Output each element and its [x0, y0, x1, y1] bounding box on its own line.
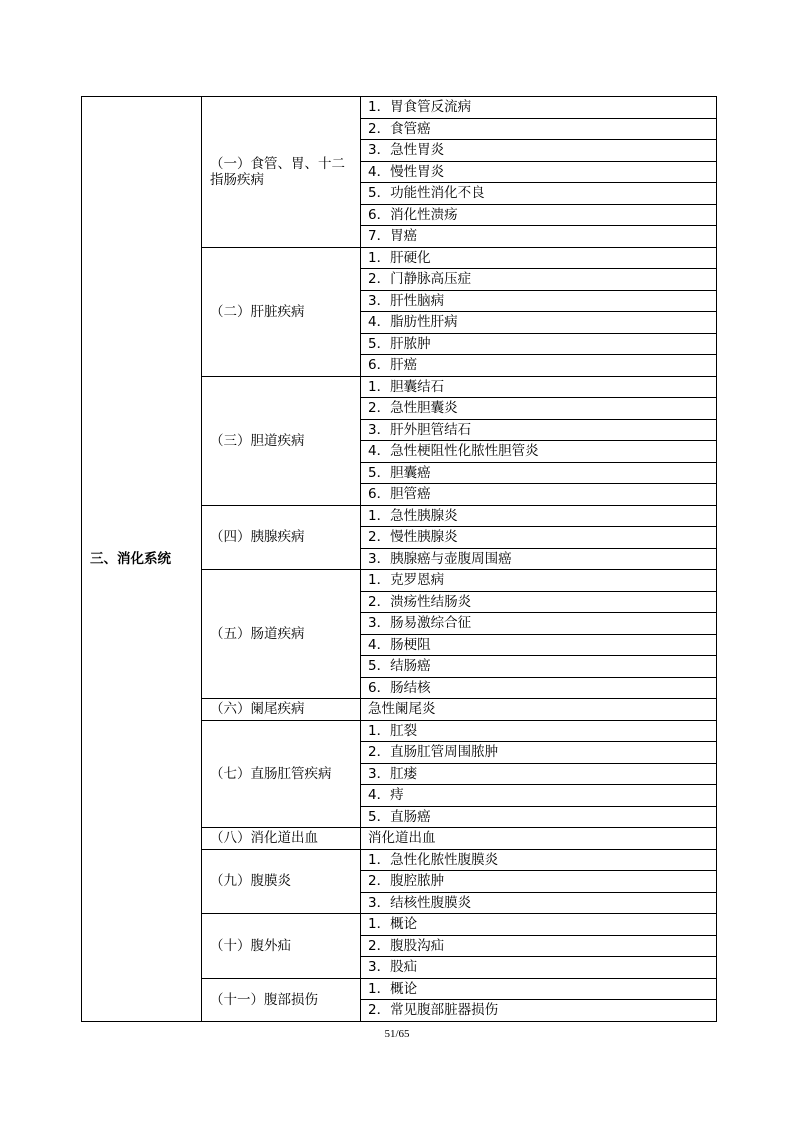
disease-item: 1．急性化脓性腹膜炎	[361, 849, 717, 871]
disease-item: 5．结肠癌	[361, 656, 717, 678]
disease-item: 2．门静脉高压症	[361, 269, 717, 291]
disease-item: 3．股疝	[361, 957, 717, 979]
disease-item: 6．肝癌	[361, 355, 717, 377]
disease-item: 3．肛瘘	[361, 763, 717, 785]
disease-item: 5．功能性消化不良	[361, 183, 717, 205]
system-title: 三、消化系统	[82, 97, 202, 1022]
disease-item: 3．急性胃炎	[361, 140, 717, 162]
disease-item: 1．胆囊结石	[361, 376, 717, 398]
disease-item: 2．急性胆囊炎	[361, 398, 717, 420]
disease-item: 1．概论	[361, 978, 717, 1000]
category-cell: （二）肝脏疾病	[202, 247, 361, 376]
page-number: 51/65	[384, 1028, 410, 1040]
disease-item: 1．概论	[361, 914, 717, 936]
disease-item: 2．溃疡性结肠炎	[361, 591, 717, 613]
disease-item: 2．常见腹部脏器损伤	[361, 1000, 717, 1022]
disease-item: 1．肛裂	[361, 720, 717, 742]
category-cell: （十）腹外疝	[202, 914, 361, 979]
category-cell: （四）胰腺疾病	[202, 505, 361, 570]
disease-item: 4．痔	[361, 785, 717, 807]
disease-item: 2．腹腔脓肿	[361, 871, 717, 893]
category-cell: （九）腹膜炎	[202, 849, 361, 914]
disease-item: 5．肝脓肿	[361, 333, 717, 355]
table-row	[82, 97, 717, 119]
disease-item: 1．克罗恩病	[361, 570, 717, 592]
disease-item: 1．肝硬化	[361, 247, 717, 269]
disease-item: 2．慢性胰腺炎	[361, 527, 717, 549]
disease-item: 3．肝外胆管结石	[361, 419, 717, 441]
category-cell: （六）阑尾疾病	[202, 699, 361, 721]
disease-item: 消化道出血	[361, 828, 717, 850]
syllabus-table-body	[82, 97, 717, 1022]
disease-item: 3．胰腺癌与壶腹周围癌	[361, 548, 717, 570]
disease-item: 1．胃食管反流病	[361, 97, 717, 119]
category-cell: （五）肠道疾病	[202, 570, 361, 699]
disease-item: 4．脂肪性肝病	[361, 312, 717, 334]
category-cell: （一）食管、胃、十二指肠疾病	[202, 97, 361, 248]
disease-item: 2．食管癌	[361, 118, 717, 140]
disease-item: 7．胃癌	[361, 226, 717, 248]
disease-item: 6．消化性溃疡	[361, 204, 717, 226]
disease-item: 4．慢性胃炎	[361, 161, 717, 183]
disease-item: 2．腹股沟疝	[361, 935, 717, 957]
disease-item: 3．肝性脑病	[361, 290, 717, 312]
disease-item: 5．胆囊癌	[361, 462, 717, 484]
disease-item: 急性阑尾炎	[361, 699, 717, 721]
disease-item: 6．肠结核	[361, 677, 717, 699]
category-cell: （十一）腹部损伤	[202, 978, 361, 1021]
disease-item: 3．结核性腹膜炎	[361, 892, 717, 914]
disease-item: 5．直肠癌	[361, 806, 717, 828]
disease-item: 3．肠易激综合征	[361, 613, 717, 635]
disease-item: 6．胆管癌	[361, 484, 717, 506]
category-cell: （八）消化道出血	[202, 828, 361, 850]
disease-item: 1．急性胰腺炎	[361, 505, 717, 527]
disease-item: 2．直肠肛管周围脓肿	[361, 742, 717, 764]
disease-item: 4．肠梗阻	[361, 634, 717, 656]
category-cell: （七）直肠肛管疾病	[202, 720, 361, 828]
syllabus-table	[81, 96, 717, 1022]
disease-item: 4．急性梗阻性化脓性胆管炎	[361, 441, 717, 463]
category-cell: （三）胆道疾病	[202, 376, 361, 505]
